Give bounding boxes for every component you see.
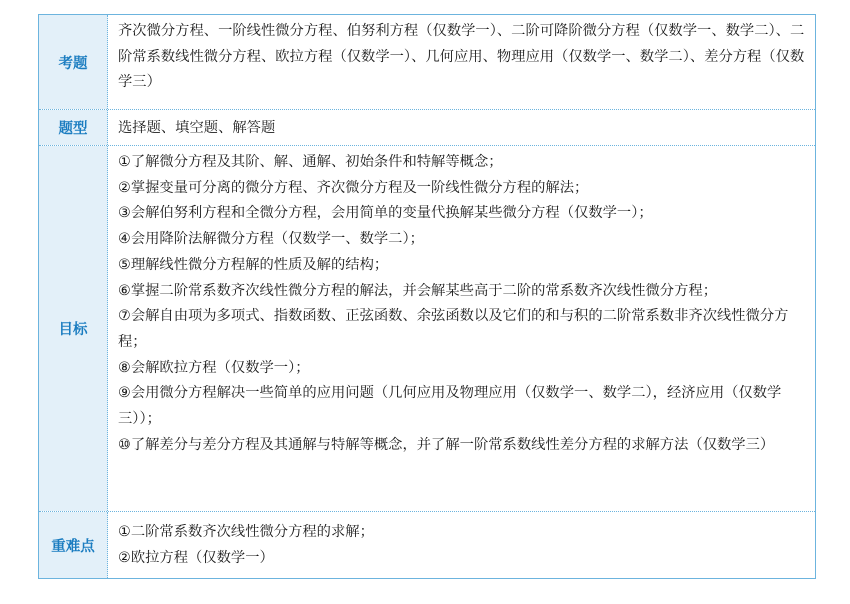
goal-item: ⑥掌握二阶常系数齐次线性微分方程的解法，并会解某些高于二阶的常系数齐次线性微分方程； — [118, 282, 717, 299]
table-row-goals — [39, 146, 815, 512]
row-label-question-types: 题型 — [39, 110, 108, 145]
goal-item: ⑨会用微分方程解决一些简单的应用问题（几何应用及物理应用（仅数学一、数学二），经济应用（仅数学三））； — [118, 385, 782, 428]
goal-item: ⑧会解欧拉方程（仅数学一）； — [118, 359, 310, 376]
goal-item: ②掌握变量可分离的微分方程、齐次微分方程及一阶线性微分方程的解法； — [118, 179, 589, 196]
goal-item: ④会用降阶法解微分方程（仅数学一、数学二）； — [118, 231, 424, 248]
goal-item: ①了解微分方程及其阶、解、通解、初始条件和特解等概念； — [118, 154, 503, 170]
row-label-key-points: 重难点 — [39, 512, 108, 578]
row-content-key-points — [108, 512, 815, 578]
goal-item: ③会解伯努利方程和全微分方程，会用简单的变量代换解某些微分方程（仅数学一）； — [118, 205, 653, 222]
syllabus-table — [38, 14, 816, 579]
row-label-goals: 目标 — [39, 146, 108, 511]
exam-topics-text: 齐次微分方程、一阶线性微分方程、伯努利方程（仅数学一）、二阶可降阶微分方程（仅数学一、数学二）、二阶常系数线性微分方程、欧拉方程（仅数学一）、几何应用、物理应用（仅数学一、数学二）、差分方程（仅数学三） — [118, 23, 805, 91]
row-content-exam-topics — [108, 15, 815, 109]
goal-item: ⑤理解线性微分方程解的性质及解的结构； — [118, 256, 389, 273]
table-row-exam-topics — [39, 15, 815, 110]
row-content-goals — [108, 146, 815, 511]
goal-item: ⑦会解自由项为多项式、指数函数、正弦函数、余弦函数以及它们的和与积的二阶常系数非齐次线性微分方程； — [118, 308, 789, 350]
table-row-key-points — [39, 512, 815, 578]
goal-item: ⑩了解差分与差分方程及其通解与特解等概念，并了解一阶常系数线性差分方程的求解方法（仅数学三） — [118, 436, 775, 453]
key-point-item: ①二阶常系数齐次线性微分方程的求解； — [118, 524, 374, 540]
key-point-item: ②欧拉方程（仅数学一） — [118, 550, 274, 566]
question-types-text: 选择题、填空题、解答题 — [118, 120, 276, 136]
row-content-question-types — [108, 110, 815, 145]
table-row-question-types — [39, 110, 815, 146]
row-label-exam-topics: 考题 — [39, 15, 108, 109]
